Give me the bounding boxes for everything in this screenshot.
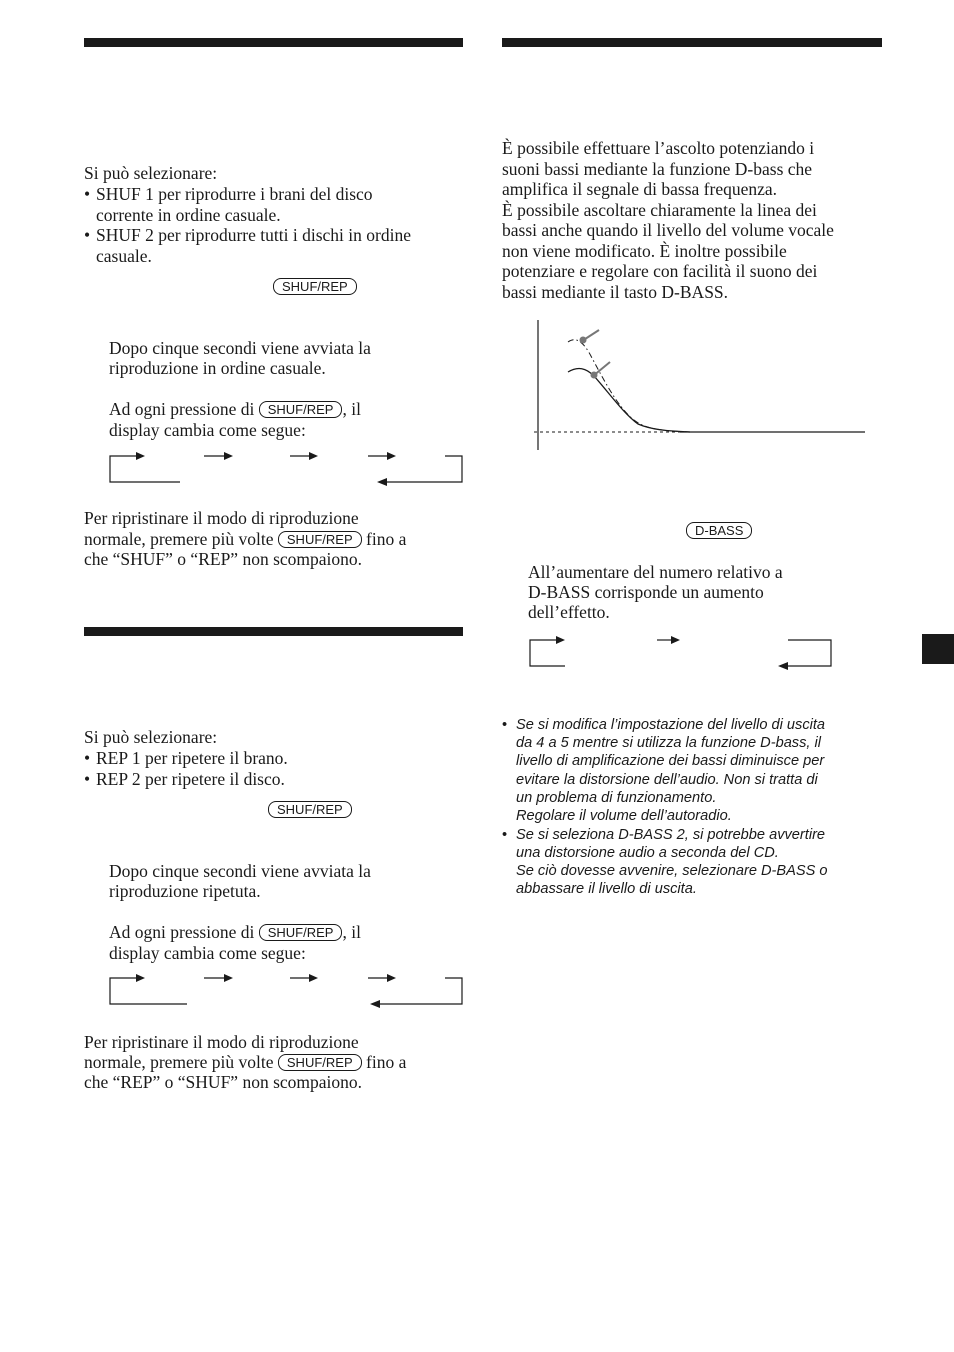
dbass-effect-line1: All’aumentare del numero relativo a [528, 562, 783, 582]
shuffle-restore-line2 [84, 529, 406, 550]
repeat-press-suffix: , il [342, 922, 361, 942]
shuffle-option-1-line1: SHUF 1 per riprodurre i brani del disco [96, 184, 373, 204]
shuffle-press-prefix: Ad ogni pressione di [109, 399, 259, 419]
note-line: da 4 a 5 mentre si utilizza la funzione D-bass, il [516, 735, 821, 751]
bullet: • [502, 827, 508, 843]
dbass-para-line2: suoni bassi mediante la funzione D-bass che [502, 159, 813, 179]
repeat-intro: Si può selezionare: [84, 727, 218, 747]
section-rule-shuffle [84, 38, 463, 47]
d-bass-key: D-BASS [686, 522, 752, 539]
page-edge-tab [922, 634, 954, 664]
dbass-2-curve [568, 340, 690, 432]
bullet: • [84, 225, 91, 245]
dbass-2-marker [580, 337, 587, 344]
note-line: Regolare il volume dell’autoradio. [516, 808, 732, 824]
bullet: • [84, 769, 91, 789]
repeat-restore-line3: che “REP” o “SHUF” non scompaiono. [84, 1072, 363, 1092]
shuf-rep-key: SHUF/REP [273, 278, 357, 295]
dbass-para-line3: amplifica il segnale di bassa frequenza. [502, 179, 778, 199]
shuf-rep-key: SHUF/REP [259, 924, 343, 941]
dbass-para-line7: potenziare e regolare con facilità il suono dei [502, 261, 818, 281]
shuffle-option-2-line2: casuale. [96, 246, 152, 266]
shuf-rep-key: SHUF/REP [259, 401, 343, 418]
dbass-frequency-response-graph [530, 316, 870, 456]
dbass-para-line6: non viene modificato. È inoltre possibile [502, 241, 787, 261]
note-line: Se ciò dovesse avvenire, selezionare D-BASS o [516, 863, 828, 879]
repeat-restore-suffix: fino a [361, 1052, 407, 1072]
note-line: una distorsione audio a seconda del CD. [516, 845, 779, 861]
repeat-option-2-text: REP 2 per ripetere il disco. [96, 769, 285, 789]
note-line: abbassare il livello di uscita. [516, 881, 697, 897]
dbass-effect-line3: dell’effetto. [528, 602, 610, 622]
shuffle-option-2-line1: SHUF 2 per riprodurre tutti i dischi in ordine [96, 225, 411, 245]
dbass-para-line5: bassi anche quando il livello del volume vocale [502, 220, 834, 240]
shuf-rep-key: SHUF/REP [278, 1054, 362, 1071]
repeat-restore-line1: Per ripristinare il modo di riproduzione [84, 1032, 359, 1052]
shuffle-restore-line1: Per ripristinare il modo di riproduzione [84, 508, 359, 528]
repeat-press-prefix: Ad ogni pressione di [109, 922, 259, 942]
dbass-para-line4: È possibile ascoltare chiaramente la linea dei [502, 200, 817, 220]
shuffle-press-line1 [109, 399, 361, 420]
dbass-note-1-line1: Se si modifica l’impostazione del livello di uscita [516, 717, 826, 733]
repeat-after-line2: riproduzione ripetuta. [109, 881, 261, 901]
dbass-para-line8: bassi mediante il tasto D-BASS. [502, 282, 729, 302]
bullet: • [84, 748, 91, 768]
shuf-rep-key: SHUF/REP [268, 801, 352, 818]
note-line: evitare la distorsione dell’audio. Non si tratta di [516, 772, 818, 788]
repeat-press-line1 [109, 922, 361, 943]
bullet: • [502, 717, 508, 733]
shuffle-intro: Si può selezionare: [84, 163, 218, 183]
note-line: livello di amplificazione dei bassi diminuisce per [516, 753, 825, 769]
note-line: un problema di funzionamento. [516, 790, 717, 806]
dbass-1-marker [591, 372, 598, 379]
shuffle-after-line1: Dopo cinque secondi viene avviata la [109, 338, 371, 358]
section-rule-repeat [84, 627, 463, 636]
shuffle-display-cycle-diagram [100, 440, 470, 490]
shuffle-restore-line3: che “SHUF” o “REP” non scompaiono. [84, 549, 363, 569]
bullet: • [84, 184, 91, 204]
repeat-restore-line2 [84, 1052, 406, 1073]
shuffle-restore-prefix: normale, premere più volte [84, 529, 278, 549]
repeat-display-cycle-diagram [100, 962, 470, 1012]
shuffle-press-suffix: , il [342, 399, 361, 419]
dbass-note-2-line1: Se si seleziona D-BASS 2, si potrebbe avvertire [516, 827, 826, 843]
shuffle-restore-suffix: fino a [361, 529, 407, 549]
dbass-1-curve [568, 369, 690, 432]
dbass-para-line1: È possibile effettuare l’ascolto potenziando i [502, 138, 815, 158]
repeat-option-1-text: REP 1 per ripetere il brano. [96, 748, 288, 768]
repeat-restore-prefix: normale, premere più volte [84, 1052, 278, 1072]
section-rule-dbass [502, 38, 882, 47]
shuffle-press-line2: display cambia come segue: [109, 420, 306, 440]
shuf-rep-key: SHUF/REP [278, 531, 362, 548]
dbass-level-cycle-diagram [520, 628, 840, 673]
shuffle-after-line2: riproduzione in ordine casuale. [109, 358, 326, 378]
dbass-effect-line2: D-BASS corrisponde un aumento [528, 582, 764, 602]
shuffle-option-1-line2: corrente in ordine casuale. [96, 205, 281, 225]
repeat-press-line2: display cambia come segue: [109, 943, 306, 963]
repeat-after-line1: Dopo cinque secondi viene avviata la [109, 861, 371, 881]
